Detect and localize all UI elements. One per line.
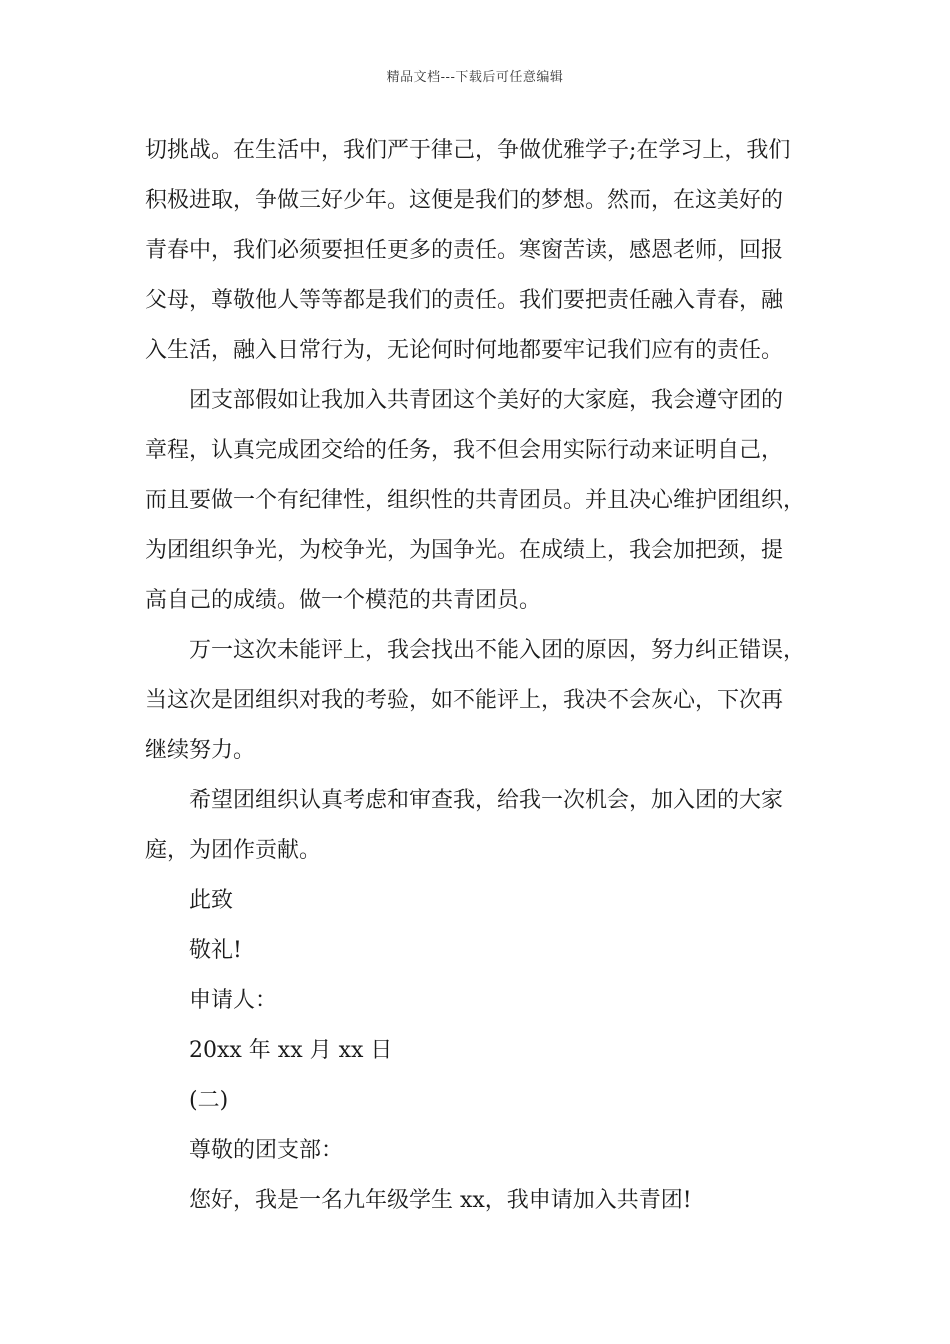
text-line: 万一这次未能评上，我会找出不能入团的原因，努力纠正错误，: [189, 638, 806, 663]
text-line: 高自己的成绩。做一个模范的共青团员。: [145, 588, 542, 613]
text-line: 章程，认真完成团交给的任务，我不但会用实际行动来证明自己，: [145, 438, 784, 463]
text-line: 积极进取，争做三好少年。这便是我们的梦想。然而，在这美好的: [145, 188, 784, 213]
text-line: 申请人：: [189, 988, 278, 1013]
section-number: [145, 1076, 807, 1126]
text-line: 此致: [189, 888, 234, 913]
text-line: 父母，尊敬他人等等都是我们的责任。我们要把责任融入青春，融: [145, 288, 784, 313]
intro-paragraph: [145, 1176, 807, 1226]
text-line: (二): [189, 1088, 229, 1113]
text-line: 当这次是团组织对我的考验，如不能评上，我决不会灰心，下次再: [145, 688, 784, 713]
paragraph-4: [145, 776, 807, 876]
closing-respect: [145, 926, 807, 976]
text-line: 青春中，我们必须要担任更多的责任。寒窗苦读，感恩老师，回报: [145, 238, 784, 263]
paragraph-1: [145, 126, 807, 376]
text-line: 希望团组织认真考虑和审查我，给我一次机会，加入团的大家: [189, 788, 784, 813]
text-line: 入生活，融入日常行为，无论何时何地都要牢记我们应有的责任。: [145, 338, 784, 363]
text-line: 团支部假如让我加入共青团这个美好的大家庭，我会遵守团的: [189, 388, 784, 413]
text-line: 20xx 年 xx 月 xx 日: [189, 1038, 393, 1063]
applicant-label: [145, 976, 807, 1026]
text-line: 庭，为团作贡献。: [145, 838, 322, 863]
text-line: 而且要做一个有纪律性，组织性的共青团员。并且决心维护团组织，: [145, 488, 806, 513]
date-line: [145, 1026, 807, 1076]
closing-salutation: [145, 876, 807, 926]
text-line: 敬礼!: [189, 938, 242, 963]
greeting-recipient: [145, 1126, 807, 1176]
text-line: 为团组织争光，为校争光，为国争光。在成绩上，我会加把颈，提: [145, 538, 784, 563]
paragraph-2: [145, 376, 807, 626]
text-line: 切挑战。在生活中，我们严于律己，争做优雅学子;在学习上，我们: [145, 138, 791, 163]
text-line: 继续努力。: [145, 738, 256, 763]
page-header: 精品文档---下载后可任意编辑: [386, 70, 564, 85]
text-line: 尊敬的团支部：: [189, 1138, 344, 1163]
text-line: 您好，我是一名九年级学生 xx，我申请加入共青团!: [189, 1188, 692, 1213]
document-body: [145, 126, 807, 1226]
paragraph-3: [145, 626, 807, 776]
